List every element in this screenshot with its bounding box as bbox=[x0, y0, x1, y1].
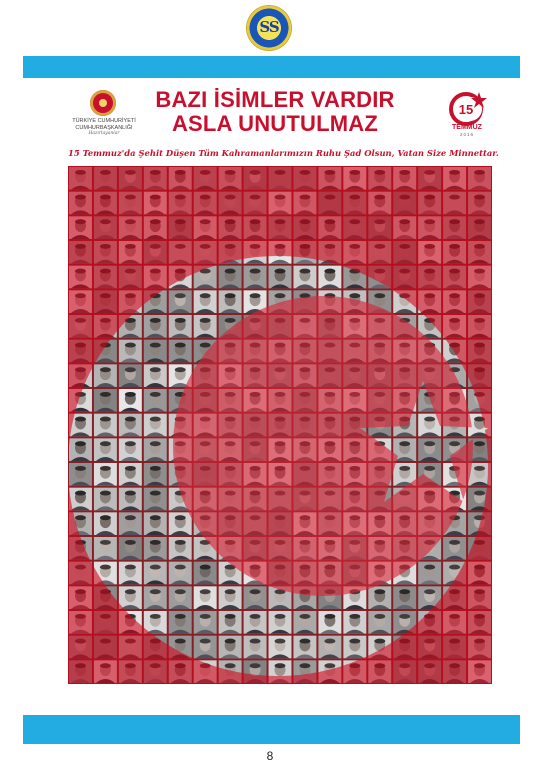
headline-line-1: BAZI İSİMLER VARDIR bbox=[155, 87, 395, 112]
presidency-label bbox=[70, 118, 138, 138]
presidency-subline: Hazırlayanlar bbox=[88, 131, 120, 136]
poster-headline bbox=[140, 88, 410, 136]
badge-year: 2016 bbox=[459, 132, 474, 137]
badge-number: 15 bbox=[458, 102, 474, 117]
martyrs-photo-mosaic bbox=[68, 166, 492, 684]
memorial-poster bbox=[68, 82, 499, 684]
school-logo-icon bbox=[247, 6, 291, 50]
badge-date bbox=[440, 124, 494, 138]
presidency-line-2: CUMHURBAŞKANLIĞI bbox=[75, 124, 133, 131]
july-15-badge-icon bbox=[446, 88, 490, 126]
turkish-flag-overlay bbox=[68, 166, 492, 684]
badge-month: TEMMUZ bbox=[452, 124, 482, 131]
page-number: 8 bbox=[266, 749, 274, 763]
presidency-line-1: TÜRKİYE CUMHURİYETİ bbox=[72, 118, 136, 124]
footer-band bbox=[23, 715, 520, 744]
poster-tagline: 15 Temmuz'da Şehit Düşen Tüm Kahramanlarımızın Ruhu Şad Olsun, Vatan Size Minnettar. bbox=[68, 148, 499, 158]
presidential-seal-icon bbox=[90, 90, 116, 116]
header-band bbox=[23, 56, 520, 78]
school-logo-text: SS bbox=[259, 18, 279, 36]
headline-line-2: ASLA UNUTULMAZ bbox=[171, 111, 379, 136]
